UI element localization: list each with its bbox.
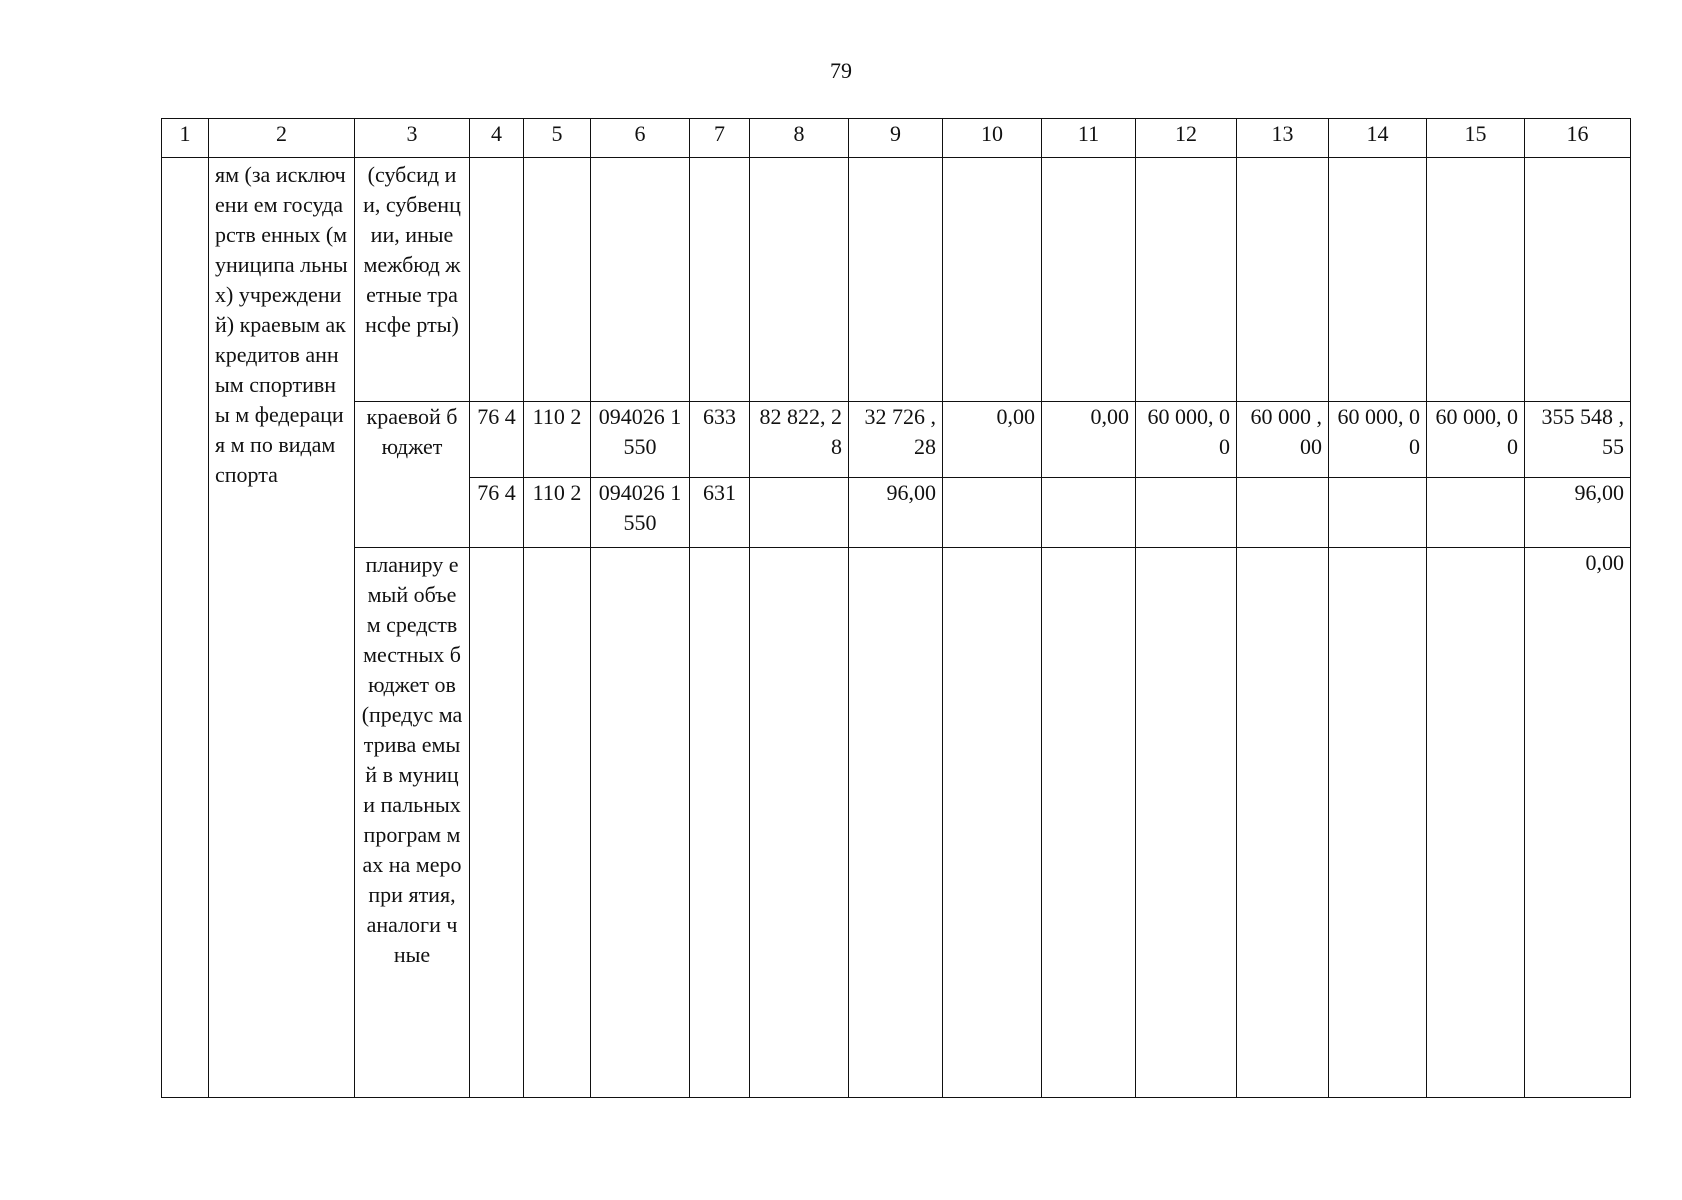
header-cell: 13 [1237, 119, 1329, 158]
table-cell: 60 000 ,00 [1237, 402, 1329, 478]
table-cell [750, 158, 849, 402]
table-cell [1042, 548, 1136, 1098]
table-cell [849, 158, 943, 402]
table-cell [690, 548, 750, 1098]
table-cell [1329, 158, 1427, 402]
source-subsidies: (субсид ии, субвенц ии, иные межбюд жетные трансфе рты) [355, 158, 470, 402]
table-cell [470, 158, 524, 402]
table-cell [1329, 548, 1427, 1098]
table-row [162, 548, 1631, 1098]
table-cell [524, 548, 591, 1098]
table-cell [1525, 158, 1631, 402]
table-cell [1136, 478, 1237, 548]
header-cell: 16 [1525, 119, 1631, 158]
table-cell: 094026 1550 [591, 402, 690, 478]
table-cell: 76 4 [470, 402, 524, 478]
table-cell: 82 822, 28 [750, 402, 849, 478]
table-cell [1237, 478, 1329, 548]
header-cell: 7 [690, 119, 750, 158]
table-cell: 96,00 [849, 478, 943, 548]
budget-table [161, 118, 1631, 1098]
header-cell: 6 [591, 119, 690, 158]
table-cell [750, 548, 849, 1098]
header-cell: 5 [524, 119, 591, 158]
table-cell: 76 4 [470, 478, 524, 548]
table-cell [1427, 158, 1525, 402]
table-cell [849, 548, 943, 1098]
header-cell: 2 [209, 119, 355, 158]
header-cell: 10 [943, 119, 1042, 158]
table-cell [1042, 478, 1136, 548]
table-cell [1329, 478, 1427, 548]
table-cell: 355 548 ,55 [1525, 402, 1631, 478]
table-cell [470, 548, 524, 1098]
table-cell [690, 158, 750, 402]
table-cell [1237, 158, 1329, 402]
header-cell: 12 [1136, 119, 1237, 158]
table-cell [1136, 548, 1237, 1098]
table-cell: 96,00 [1525, 478, 1631, 548]
table-cell: 110 2 [524, 478, 591, 548]
table-row [162, 402, 1631, 478]
source-regional-budget: краевой бюджет [355, 402, 470, 548]
page-number: 79 [830, 58, 852, 83]
table-cell [591, 548, 690, 1098]
table-cell [1042, 158, 1136, 402]
header-cell: 8 [750, 119, 849, 158]
table-cell [524, 158, 591, 402]
source-local-budgets: планиру емый объем средств местных бюджет ов (предус матрива емый в муници пальных програм мах на меропри ятия, аналоги чные [355, 548, 470, 1098]
header-cell: 11 [1042, 119, 1136, 158]
table-row [162, 158, 1631, 402]
header-cell: 1 [162, 119, 209, 158]
table-cell: 110 2 [524, 402, 591, 478]
table-cell: 633 [690, 402, 750, 478]
table-cell [943, 478, 1042, 548]
table-cell: 60 000, 00 [1136, 402, 1237, 478]
header-cell: 9 [849, 119, 943, 158]
header-cell: 3 [355, 119, 470, 158]
table-cell [1427, 548, 1525, 1098]
header-row [162, 119, 1631, 158]
table-cell [1427, 478, 1525, 548]
header-cell: 15 [1427, 119, 1525, 158]
col1-cell [162, 158, 209, 1098]
table-cell: 0,00 [1525, 548, 1631, 1098]
table-cell [591, 158, 690, 402]
table-cell: 60 000, 00 [1329, 402, 1427, 478]
measure-description: ям (за исключени ем государств енных (муниципа льных) учреждени й) краевым аккредитов анным спортивны м федерация м по видам спорта [209, 158, 355, 1098]
table-cell: 0,00 [1042, 402, 1136, 478]
table-cell [1136, 158, 1237, 402]
table-cell: 32 726 ,28 [849, 402, 943, 478]
table-cell: 60 000, 00 [1427, 402, 1525, 478]
table-cell: 0,00 [943, 402, 1042, 478]
table-cell: 631 [690, 478, 750, 548]
header-cell: 14 [1329, 119, 1427, 158]
table-cell [943, 158, 1042, 402]
table-cell [1237, 548, 1329, 1098]
table-cell [750, 478, 849, 548]
table-cell [943, 548, 1042, 1098]
header-cell: 4 [470, 119, 524, 158]
table-cell: 094026 1550 [591, 478, 690, 548]
